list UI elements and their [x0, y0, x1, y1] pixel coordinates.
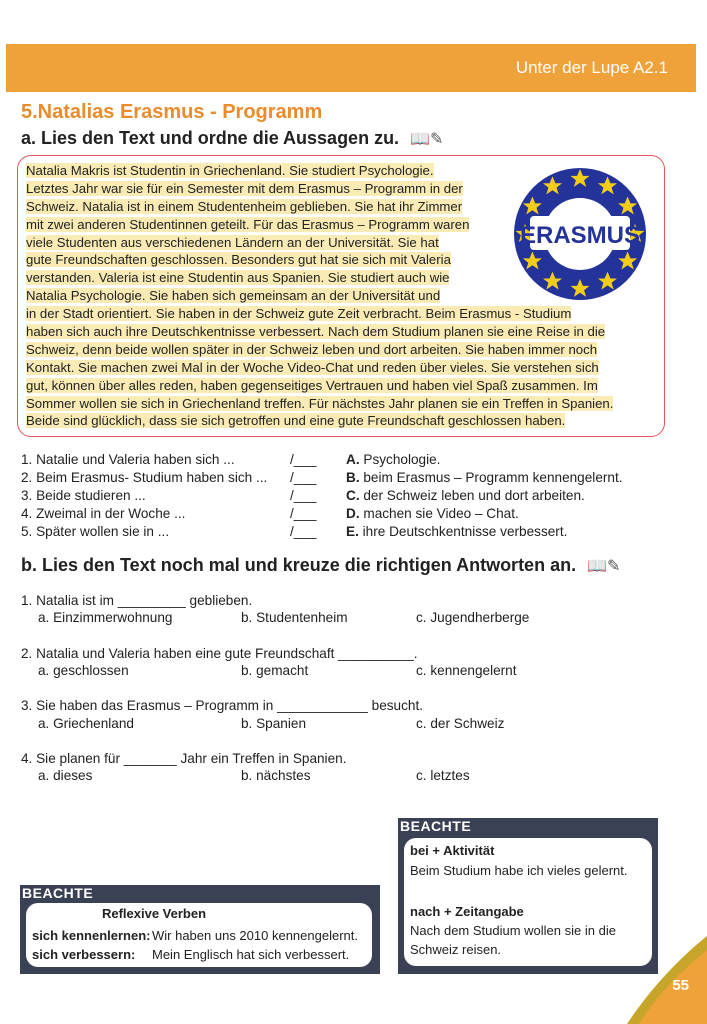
question-3: 3. Sie haben das Erasmus – Programm in ____________ besucht. [21, 698, 424, 713]
text-line: Schweiz. Natalia ist in einem Studentenheim geblieben. Sie hat ihr Zimmer [26, 198, 463, 214]
option-2a[interactable]: a. geschlossen [38, 663, 129, 678]
example-nach-1: Nach dem Studium wollen sie in die [410, 923, 616, 938]
beachte-label: BEACHTE [22, 885, 94, 901]
example-nach-2: Schweiz reisen. [410, 942, 502, 957]
question-1: 1. Natalia ist im _________ geblieben. [21, 593, 253, 608]
text-line: viele Studenten aus verschiedenen Ländern an der Universität. Sie hat [26, 234, 439, 250]
example-verbessern: Mein Englisch hat sich verbessert. [152, 947, 350, 962]
book-icon: 📖 [587, 558, 608, 575]
task-a-heading [21, 128, 443, 149]
page-corner [627, 936, 707, 1024]
text-line: gute Freundschaften geschlossen. Besonders gut hat sie sich mit Valeria [26, 252, 451, 268]
rule-bei: bei + Aktivität [410, 843, 495, 858]
erasmus-logo [510, 164, 650, 304]
section-title: 5.Natalias Erasmus - Programm [21, 101, 323, 123]
option-4c[interactable]: c. letztes [416, 768, 470, 783]
option-2b[interactable]: b. gemacht [241, 663, 309, 678]
answer-e: E. ihre Deutschkentnisse verbessert. [346, 524, 568, 539]
beachte-box-prepositions [398, 818, 658, 974]
text-line: mit zwei anderen Studentinnen geteilt. Für das Erasmus – Programm waren [26, 216, 470, 232]
book-icon: 📖 [410, 131, 430, 148]
question-4: 4. Sie planen für _______ Jahr ein Treffen in Spanien. [21, 751, 347, 766]
task-b-heading [21, 555, 620, 576]
answer-a: A. Psychologie. [346, 452, 441, 467]
option-4b[interactable]: b. nächstes [241, 768, 311, 783]
answer-blank[interactable]: /___ [290, 452, 317, 467]
task-a-title: a. Lies den Text und ordne die Aussagen zu. [21, 128, 400, 148]
answer-blank[interactable]: /___ [290, 506, 317, 521]
text-line: haben sich auch ihre Deutschkentnisse verbessert. Nach dem Studium planen sie eine Reise in die [26, 324, 606, 340]
question-2: 2. Natalia und Valeria haben eine gute Freundschaft __________. [21, 646, 418, 661]
beachte-label: BEACHTE [400, 818, 472, 834]
statement-2: 2. Beim Erasmus- Studium haben sich ... [21, 470, 268, 485]
rule-nach: nach + Zeitangabe [410, 904, 524, 919]
answer-blank[interactable]: /___ [290, 488, 317, 503]
header-banner [6, 44, 696, 92]
pencil-icon: ✎ [430, 131, 444, 148]
text-line: Sommer wollen sie sich in Griechenland treffen. Für nächstes Jahr planen sie ein Treffen in Spanien. [26, 395, 614, 411]
statement-5: 5. Später wollen sie in ... [21, 524, 170, 539]
beachte-content [404, 838, 652, 966]
option-3b[interactable]: b. Spanien [241, 716, 307, 731]
reflexive-title: Reflexive Verben [101, 906, 207, 921]
statement-3: 3. Beide studieren ... [21, 488, 146, 503]
option-3a[interactable]: a. Griechenland [38, 716, 134, 731]
beachte-box-reflexive [20, 885, 380, 974]
text-line: Schweiz, denn beide wollen später in der Schweiz leben und dort arbeiten. Sie haben immer noch [26, 341, 598, 357]
task-b-title: b. Lies den Text noch mal und kreuze die richtigen Antworten an. [21, 555, 577, 575]
text-line: verstanden. Valeria ist eine Studentin aus Spanien. Sie studiert auch wie [26, 270, 450, 286]
text-line: Natalia Psychologie. Sie haben sich gemeinsam an der Universität und [26, 288, 441, 304]
example-kennenlernen: Wir haben uns 2010 kennengelernt. [152, 928, 358, 943]
text-line: Kontakt. Sie machen zwei Mal in der Woche Video-Chat und reden über vieles. Sie verstehen sich [26, 359, 599, 375]
answer-c: C. der Schweiz leben und dort arbeiten. [346, 488, 585, 503]
text-line: Beide sind glücklich, dass sie sich getroffen und eine gute Freundschaft geschlossen haben. [26, 413, 566, 429]
answer-blank[interactable]: /___ [290, 524, 317, 539]
option-4a[interactable]: a. dieses [38, 768, 93, 783]
book-title: Unter der Lupe A2.1 [515, 58, 668, 77]
statement-4: 4. Zweimal in der Woche ... [21, 506, 186, 521]
text-line: in der Stadt orientiert. Sie haben in der Schweiz gute Zeit verbracht. Beim Erasmus - Studium [26, 306, 572, 322]
text-line: Letztes Jahr war sie für ein Semester mit dem Erasmus – Programm in der [26, 180, 463, 196]
option-1a[interactable]: a. Einzimmerwohnung [38, 610, 173, 625]
text-line: Natalia Makris ist Studentin in Griechenland. Sie studiert Psychologie. [26, 163, 434, 178]
option-2c[interactable]: c. kennengelernt [416, 663, 517, 678]
answer-b: B. beim Erasmus – Programm kennengelernt. [346, 470, 623, 485]
answer-d: D. machen sie Video – Chat. [346, 506, 519, 521]
pencil-icon: ✎ [607, 558, 621, 575]
text-line: gut, können über alles reden, haben gegenseitiges Vertrauen und haben viel Spaß zusammen. Im [26, 377, 598, 393]
option-1b[interactable]: b. Studentenheim [241, 610, 348, 625]
page-number: 55 [672, 977, 689, 994]
beachte-content [26, 903, 372, 967]
answer-blank[interactable]: /___ [290, 470, 317, 485]
logo-text: ERASMUS [519, 222, 641, 249]
option-1c[interactable]: c. Jugendherberge [416, 610, 530, 625]
statement-1: 1. Natalie und Valeria haben sich ... [21, 452, 235, 467]
verb-kennenlernen: sich kennenlernen: [32, 928, 151, 943]
example-bei: Beim Studium habe ich vieles gelernt. [410, 863, 628, 878]
verb-verbessern: sich verbessern: [32, 947, 136, 962]
option-3c[interactable]: c. der Schweiz [416, 716, 505, 731]
